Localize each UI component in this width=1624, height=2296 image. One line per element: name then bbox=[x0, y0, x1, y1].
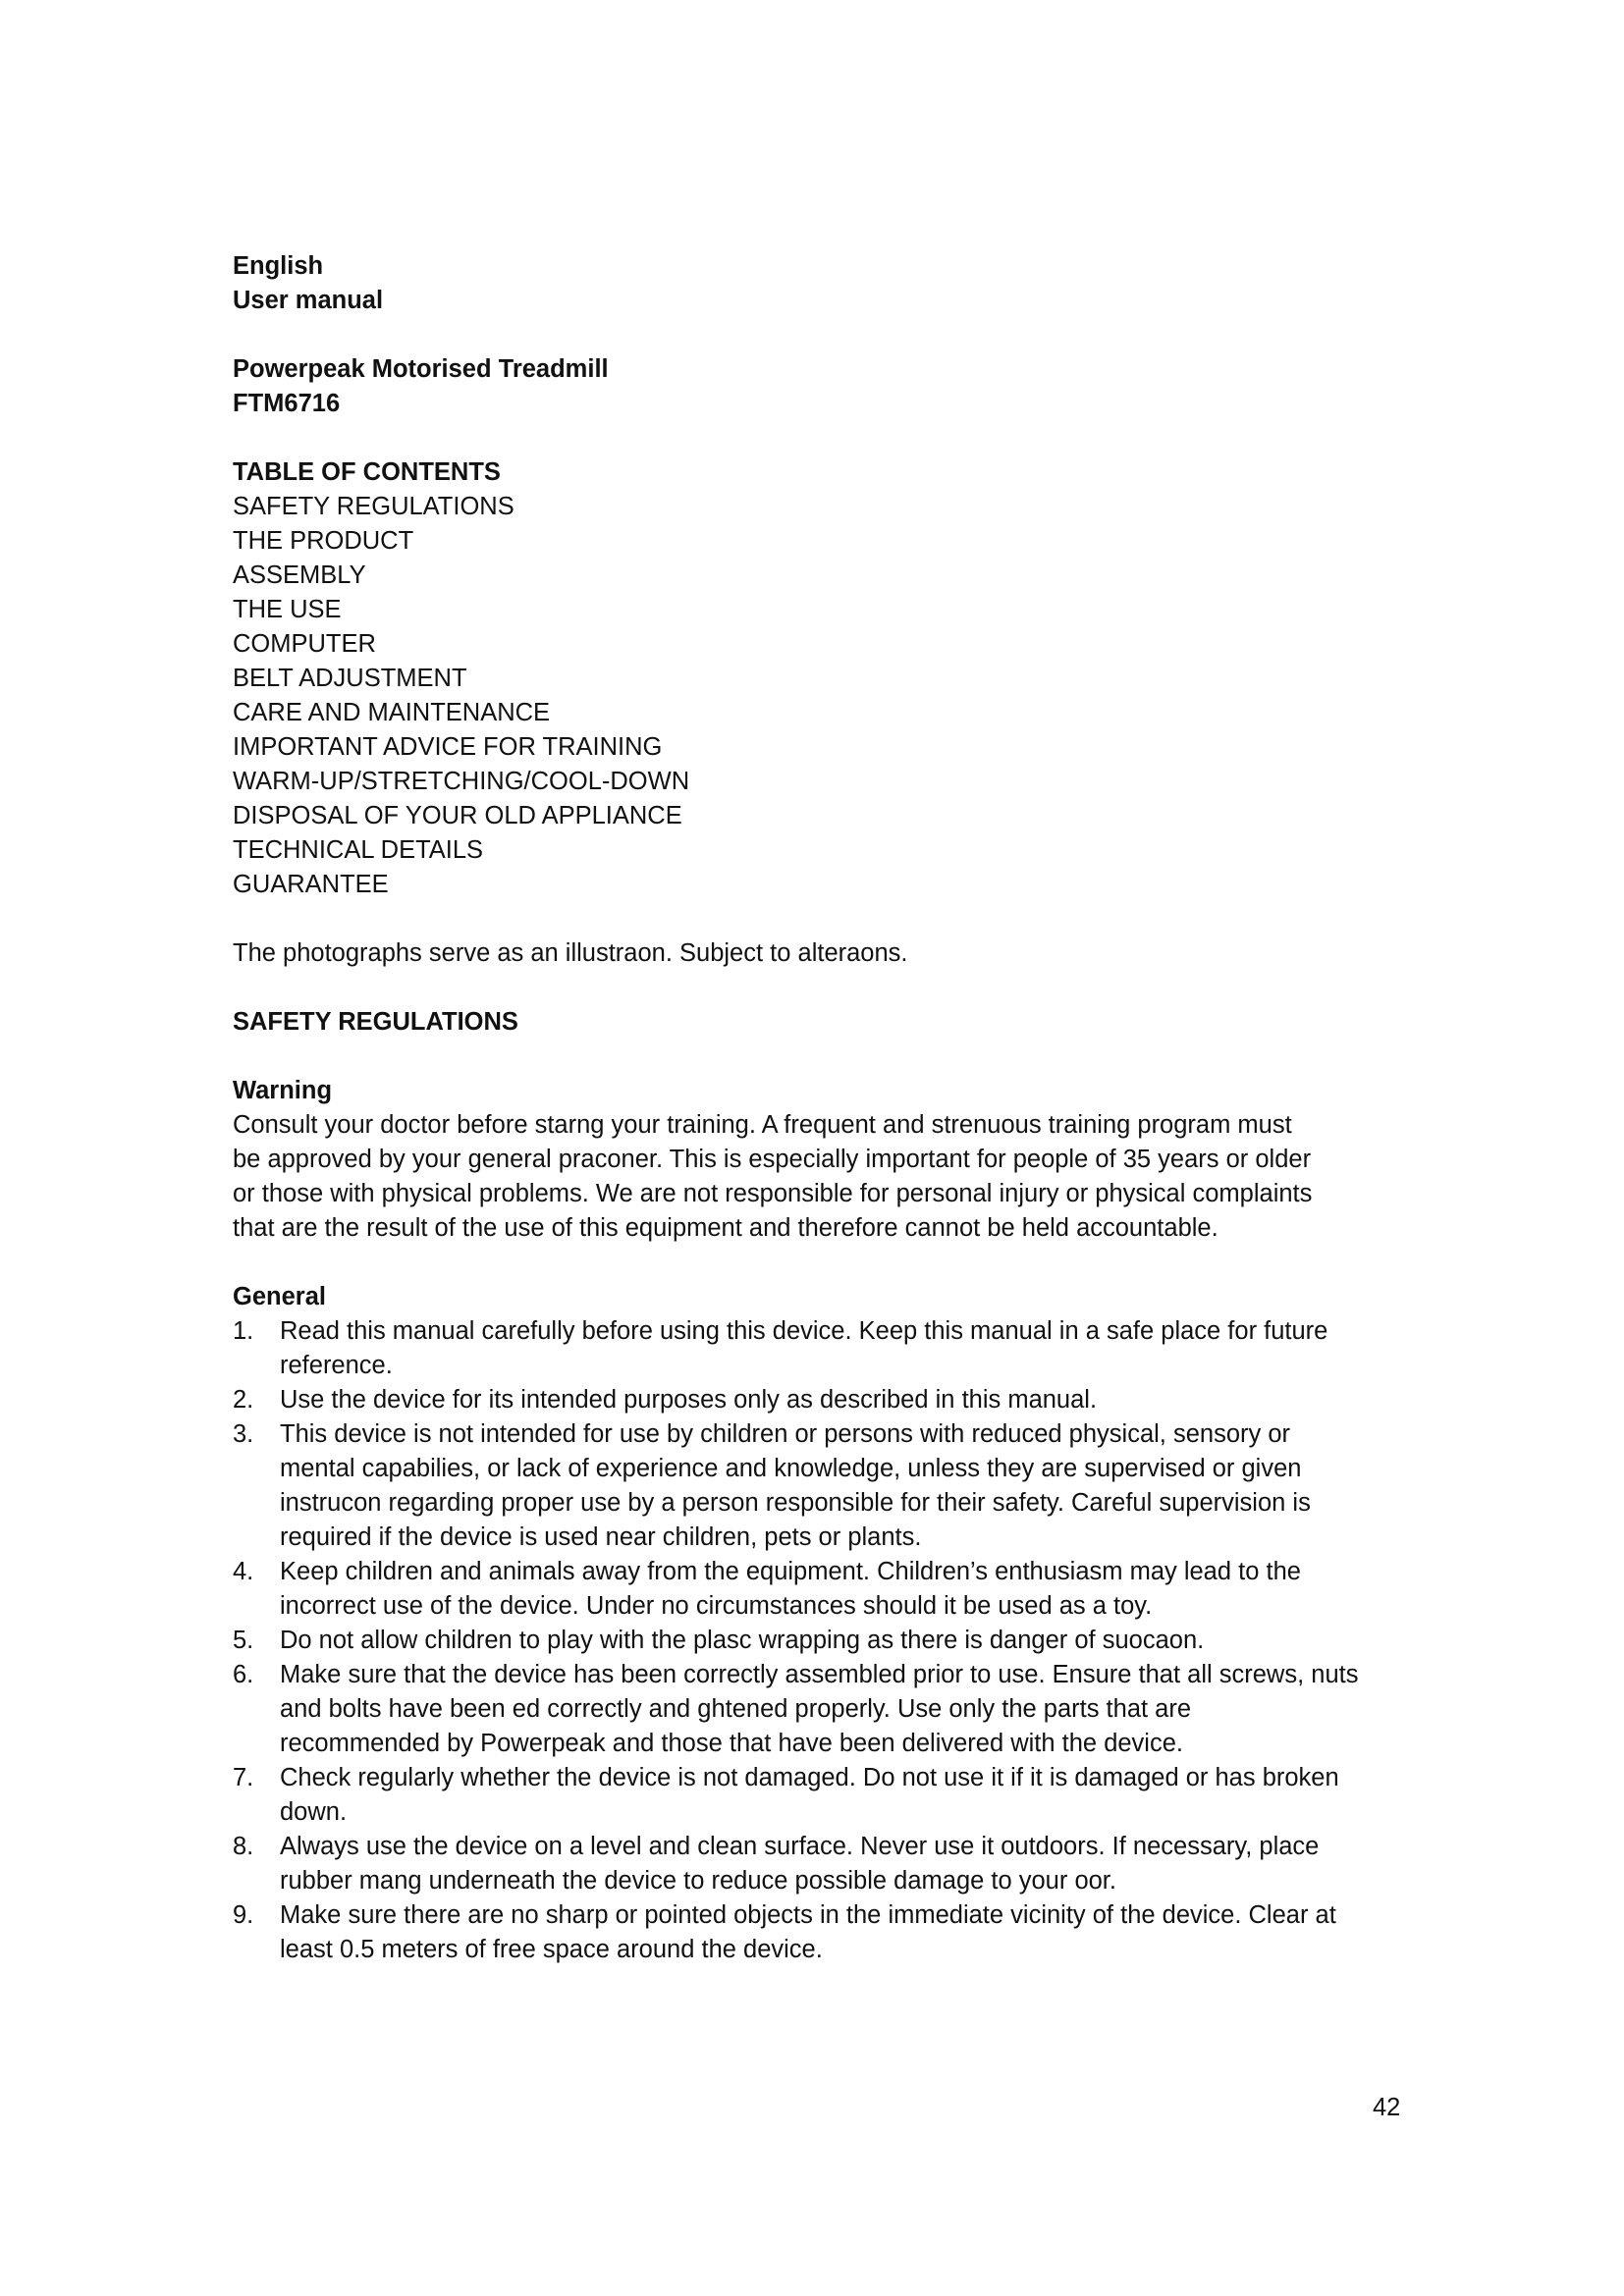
list-item-line: required if the device is used near children, pets or plants. bbox=[280, 1523, 922, 1551]
list-item-number: 8. bbox=[233, 1833, 254, 1860]
list-item-line: incorrect use of the device. Under no circumstances should it be used as a toy. bbox=[280, 1592, 1153, 1620]
warning-line: Consult your doctor before starng your training. A frequent and strenuous training program must bbox=[233, 1111, 1292, 1139]
product-name: Powerpeak Motorised Treadmill bbox=[233, 355, 609, 383]
doc-type-label: User manual bbox=[233, 287, 384, 314]
list-item bbox=[233, 1658, 1403, 1761]
photo-disclaimer: The photographs serve as an illustraon. Subject to alteraons. bbox=[233, 939, 908, 967]
list-item-number: 5. bbox=[233, 1627, 254, 1654]
toc-item: SAFETY REGULATIONS bbox=[233, 493, 514, 520]
list-item-number: 4. bbox=[233, 1558, 254, 1585]
toc-item: GUARANTEE bbox=[233, 871, 389, 898]
list-item bbox=[233, 1383, 1403, 1417]
toc-heading: TABLE OF CONTENTS bbox=[233, 458, 501, 486]
safety-heading: SAFETY REGULATIONS bbox=[233, 1008, 518, 1036]
toc-item: CARE AND MAINTENANCE bbox=[233, 699, 551, 726]
list-item-number: 6. bbox=[233, 1661, 254, 1688]
toc-item: WARM-UP/STRETCHING/COOL-DOWN bbox=[233, 768, 690, 795]
list-item-line: Use the device for its intended purposes only as described in this manual. bbox=[280, 1386, 1098, 1414]
list-item bbox=[233, 1898, 1403, 1967]
list-item bbox=[233, 1314, 1403, 1383]
list-item bbox=[233, 1761, 1403, 1830]
list-item-line: recommended by Powerpeak and those that have been delivered with the device. bbox=[280, 1730, 1183, 1757]
warning-paragraph bbox=[233, 1108, 1403, 1246]
general-list bbox=[233, 1314, 1403, 1967]
list-item-number: 2. bbox=[233, 1386, 254, 1414]
toc-item: THE USE bbox=[233, 596, 342, 623]
list-item-line: Always use the device on a level and clean surface. Never use it outdoors. If necessary, place bbox=[280, 1833, 1320, 1860]
list-item bbox=[233, 1830, 1403, 1898]
toc-item: IMPORTANT ADVICE FOR TRAINING bbox=[233, 733, 663, 761]
list-item-line: instrucon regarding proper use by a person responsible for their safety. Careful supervision is bbox=[280, 1489, 1311, 1517]
list-item-line: reference. bbox=[280, 1352, 393, 1379]
list-item-number: 7. bbox=[233, 1764, 254, 1791]
list-item-line: mental capabilies, or lack of experience and knowledge, unless they are supervised or given bbox=[280, 1455, 1302, 1482]
list-item bbox=[233, 1624, 1403, 1658]
list-item-line: least 0.5 meters of free space around the device. bbox=[280, 1936, 823, 1963]
warning-line: or those with physical problems. We are not responsible for personal injury or physical complaints bbox=[233, 1180, 1313, 1207]
toc-item: DISPOSAL OF YOUR OLD APPLIANCE bbox=[233, 802, 682, 829]
warning-line: that are the result of the use of this equipment and therefore cannot be held accountable. bbox=[233, 1214, 1218, 1242]
manual-page bbox=[233, 249, 1403, 1967]
toc-item: COMPUTER bbox=[233, 630, 376, 658]
list-item-line: and bolts have been ed correctly and ghtened properly. Use only the parts that are bbox=[280, 1695, 1192, 1723]
warning-heading: Warning bbox=[233, 1077, 333, 1104]
page-number: 42 bbox=[1373, 2094, 1401, 2121]
list-item-line: Keep children and animals away from the equipment. Children’s enthusiasm may lead to the bbox=[280, 1558, 1301, 1585]
language-label: English bbox=[233, 252, 324, 280]
toc-item: ASSEMBLY bbox=[233, 561, 366, 589]
warning-line: be approved by your general praconer. This is especially important for people of 35 years or older bbox=[233, 1146, 1312, 1173]
list-item bbox=[233, 1555, 1403, 1624]
toc-item: TECHNICAL DETAILS bbox=[233, 836, 484, 864]
list-item-number: 9. bbox=[233, 1901, 254, 1929]
list-item-line: Do not allow children to play with the plasc wrapping as there is danger of suocaon. bbox=[280, 1627, 1205, 1654]
list-item-number: 1. bbox=[233, 1317, 254, 1345]
list-item-line: This device is not intended for use by children or persons with reduced physical, sensory or bbox=[280, 1420, 1291, 1448]
product-model: FTM6716 bbox=[233, 390, 341, 417]
toc-list bbox=[233, 490, 1403, 902]
list-item-line: rubber mang underneath the device to reduce possible damage to your oor. bbox=[280, 1867, 1116, 1895]
toc-item: BELT ADJUSTMENT bbox=[233, 665, 467, 692]
list-item-line: Check regularly whether the device is not damaged. Do not use it if it is damaged or has broken bbox=[280, 1764, 1339, 1791]
list-item-line: Make sure there are no sharp or pointed objects in the immediate vicinity of the device. Clear at bbox=[280, 1901, 1336, 1929]
list-item-line: Make sure that the device has been correctly assembled prior to use. Ensure that all screws, nuts bbox=[280, 1661, 1359, 1688]
toc-item: THE PRODUCT bbox=[233, 527, 414, 555]
list-item bbox=[233, 1417, 1403, 1555]
list-item-line: Read this manual carefully before using this device. Keep this manual in a safe place for future bbox=[280, 1317, 1328, 1345]
list-item-number: 3. bbox=[233, 1420, 254, 1448]
list-item-line: down. bbox=[280, 1798, 348, 1826]
general-heading: General bbox=[233, 1283, 326, 1310]
